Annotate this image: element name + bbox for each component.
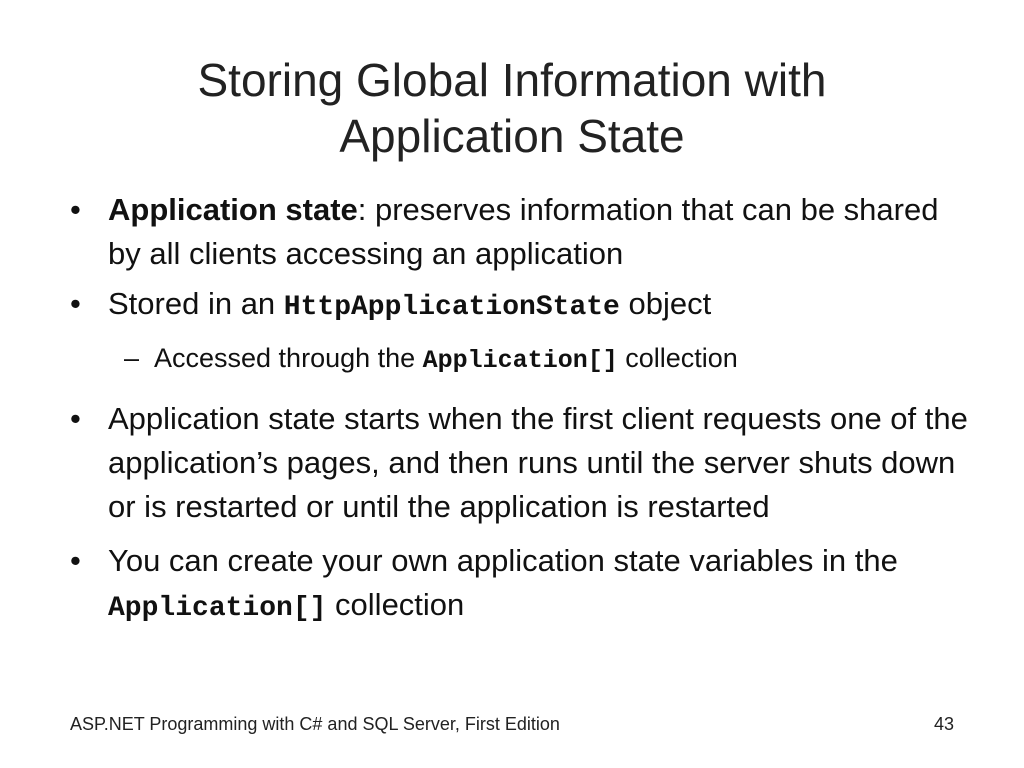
slide-title xyxy=(0,52,1024,164)
bullet-text: collection xyxy=(326,587,465,622)
code-term: Application[] xyxy=(108,593,327,624)
bullet-text: object xyxy=(619,286,712,321)
sub-bullet-text: Accessed through the xyxy=(154,343,423,373)
bullet-text: : preserves information that can be shared by all clients accessing an application xyxy=(108,192,939,271)
bullet-marker: • xyxy=(70,543,81,578)
bullet-bold-term: Application state xyxy=(108,192,358,227)
bullet-item xyxy=(0,539,1024,631)
bullet-text: Application state starts when the first client requests one of the application’s pages, and then runs until the server shuts down or is restarted or until the application is restarted xyxy=(108,401,968,524)
page-number: 43 xyxy=(933,714,954,734)
bullet-marker: • xyxy=(70,192,81,227)
code-term: HttpApplicationState xyxy=(283,292,620,323)
bullet-marker: • xyxy=(70,286,81,321)
sub-bullet-text: collection xyxy=(617,343,738,373)
bullet-item xyxy=(0,188,1024,276)
bullet-marker: • xyxy=(70,401,81,436)
sub-bullet-item xyxy=(0,338,1024,381)
footer-source: ASP.NET Programming with C# and SQL Server, First Edition xyxy=(70,714,560,734)
bullet-item xyxy=(0,282,1024,330)
code-term: Application[] xyxy=(422,346,618,375)
bullet-list xyxy=(0,188,1024,631)
slide-title-line-1: Storing Global Information with xyxy=(197,54,827,106)
sub-bullet-marker: – xyxy=(124,343,140,373)
bullet-item xyxy=(0,397,1024,529)
bullet-text: You can create your own application state variables in the xyxy=(108,543,898,578)
slide-title-line-2: Application State xyxy=(339,110,685,162)
bullet-text: Stored in an xyxy=(108,286,284,321)
